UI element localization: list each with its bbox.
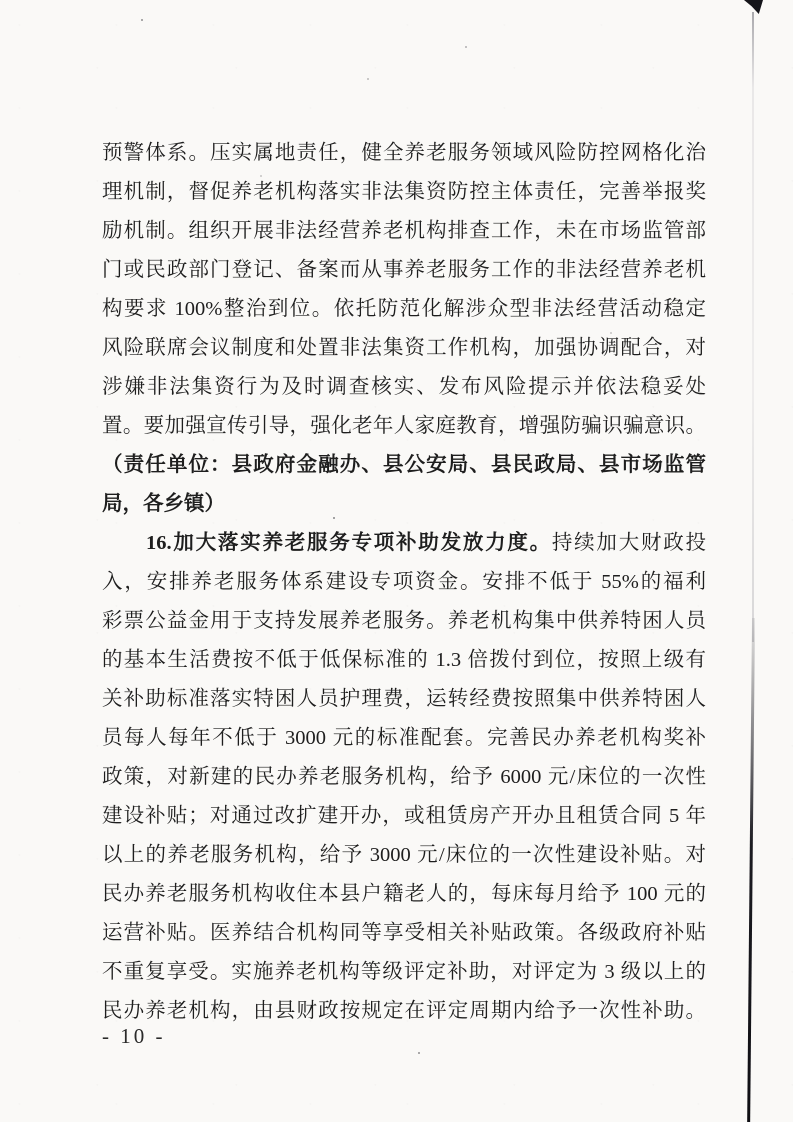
text-segment-bold: 16.加大落实养老服务专项补助发放力度。	[146, 532, 552, 554]
text-line	[102, 407, 706, 446]
text-segment: 的基本生活费按不低于低保标准的 1.3 倍拨付到位，按照上级有	[102, 649, 706, 671]
text-segment: 风险联席会议制度和处置非法集资工作机构，加强协调配合，对	[102, 337, 706, 359]
text-segment: 构要求 100%整治到位。依托防范化解涉众型非法经营活动稳定	[102, 298, 706, 320]
text-line	[102, 368, 706, 407]
text-segment: 政策，对新建的民办养老服务机构，给予 6000 元/床位的一次性	[102, 766, 706, 788]
text-line	[102, 836, 706, 875]
text-line	[102, 719, 706, 758]
text-segment: 门或民政部门登记、备案而从事养老服务工作的非法经营养老机	[102, 259, 706, 281]
text-line	[102, 680, 706, 719]
document-body-text	[102, 134, 706, 1031]
text-segment: 入，安排养老服务体系建设专项资金。安排不低于 55%的福利	[102, 571, 706, 593]
scan-noise-specks	[0, 0, 2, 2]
text-line	[102, 251, 706, 290]
text-segment: 员每人每年不低于 3000 元的标准配套。完善民办养老机构奖补	[102, 727, 706, 749]
scan-page-edge-dark	[747, 618, 754, 1122]
text-segment: 置。要加强宣传引导，强化老年人家庭教育，增强防骗识骗意识。	[102, 415, 706, 437]
text-line	[102, 641, 706, 680]
page-number: - 10 -	[102, 1024, 166, 1048]
text-line	[102, 134, 706, 173]
text-segment: 以上的养老服务机构，给予 3000 元/床位的一次性建设补贴。对	[102, 844, 706, 866]
text-line	[102, 524, 706, 563]
text-line	[102, 758, 706, 797]
text-line	[102, 875, 706, 914]
text-line	[102, 953, 706, 992]
text-segment: 民办养老服务机构收住本县户籍老人的，每床每月给予 100 元的	[102, 883, 706, 905]
text-line	[102, 446, 706, 485]
text-line	[102, 602, 706, 641]
text-line	[102, 212, 706, 251]
text-segment-bold: （责任单位：县政府金融办、县公安局、县民政局、县市场监管	[102, 454, 706, 476]
text-line	[102, 485, 706, 524]
text-line	[102, 563, 706, 602]
text-segment: 民办养老机构，由县财政按规定在评定周期内给予一次性补助。	[102, 1000, 706, 1022]
text-line	[102, 914, 706, 953]
text-segment: 建设补贴；对通过改扩建开办，或租赁房产开办且租赁合同 5 年	[102, 805, 706, 827]
text-line	[102, 290, 706, 329]
text-segment: 预警体系。压实属地责任，健全养老服务领域风险防控网格化治	[102, 142, 706, 164]
text-segment: 不重复享受。实施养老机构等级评定补助，对评定为 3 级以上的	[102, 961, 706, 983]
text-line	[102, 329, 706, 368]
text-line	[102, 173, 706, 212]
text-segment: 涉嫌非法集资行为及时调查核实、发布风险提示并依法稳妥处	[102, 376, 706, 398]
scan-page-edge-faint	[752, 12, 754, 642]
text-line	[102, 992, 706, 1031]
text-segment-bold: 局，各乡镇）	[102, 493, 225, 515]
text-segment: 理机制，督促养老机构落实非法集资防控主体责任，完善举报奖	[102, 181, 706, 203]
text-segment: 运营补贴。医养结合机构同等享受相关补贴政策。各级政府补贴	[102, 922, 706, 944]
text-segment: 关补助标准落实特困人员护理费，运转经费按照集中供养特困人	[102, 688, 706, 710]
text-segment: 彩票公益金用于支持发展养老服务。养老机构集中供养特困人员	[102, 610, 706, 632]
text-segment: 持续加大财政投	[551, 532, 706, 554]
text-line	[102, 797, 706, 836]
text-segment: 励机制。组织开展非法经营养老机构排查工作，未在市场监管部	[102, 220, 706, 242]
